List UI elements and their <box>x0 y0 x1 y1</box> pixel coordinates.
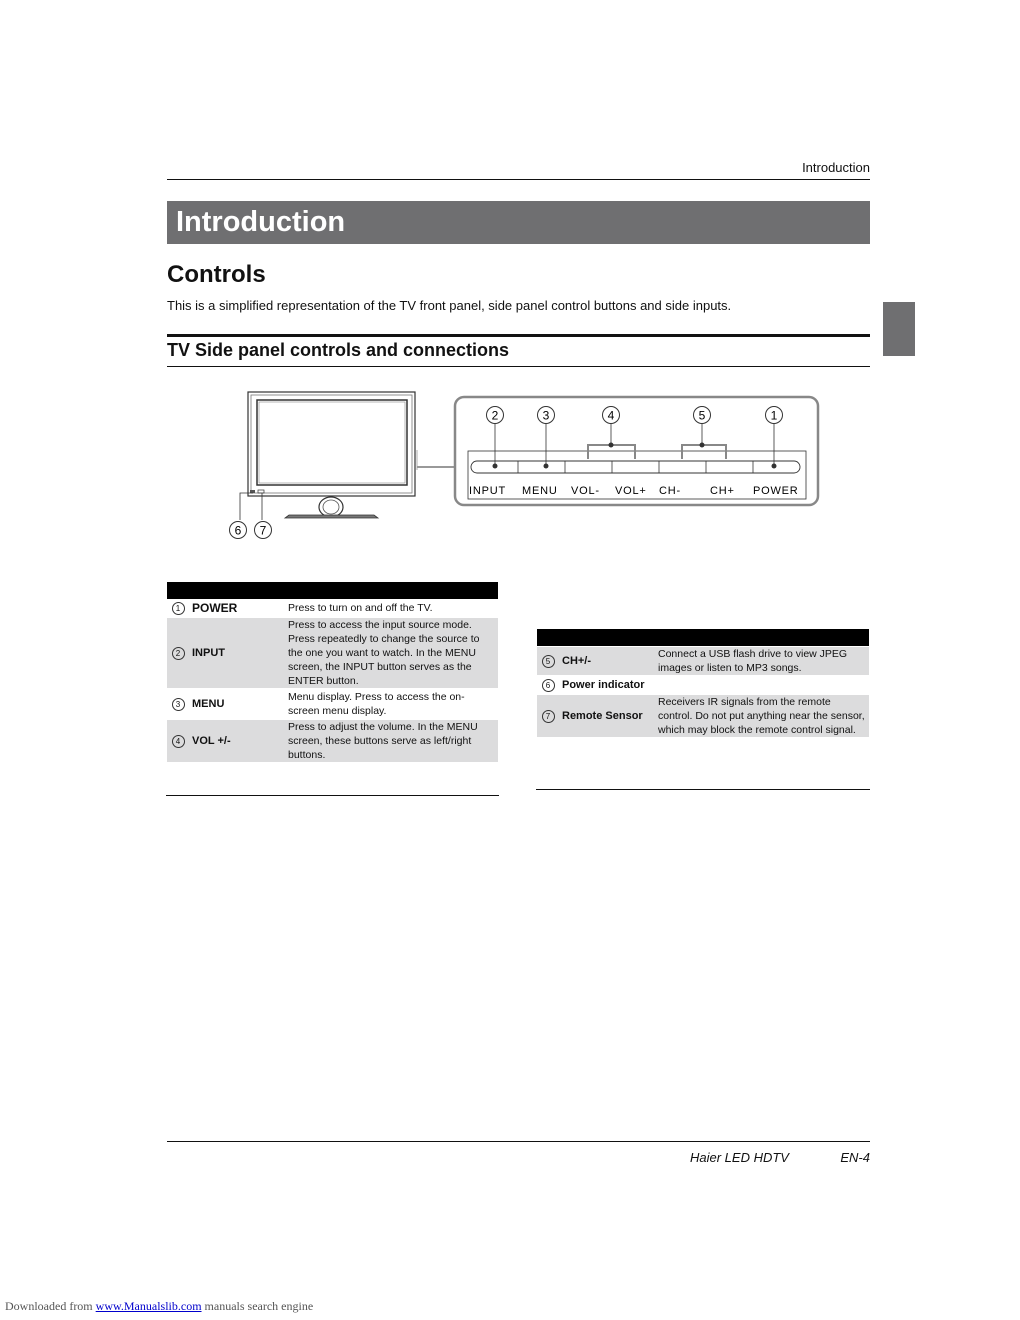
callout-7-label: 7 <box>259 523 267 538</box>
power-indicator-light <box>250 490 255 493</box>
row-number: 3 <box>172 698 185 711</box>
right-table-end-rule <box>536 789 870 790</box>
callout-2-label: 2 <box>491 408 499 423</box>
remote-sensor <box>258 490 264 493</box>
control-name: Remote Sensor <box>559 695 655 737</box>
download-prefix: Downloaded from <box>5 1299 93 1313</box>
control-name: POWER <box>192 601 238 615</box>
row-number: 2 <box>172 647 185 660</box>
manualslib-link[interactable]: www.Manualslib.com <box>95 1299 202 1313</box>
page-number: EN-4 <box>840 1150 870 1165</box>
tv-illustration <box>240 392 455 520</box>
controls-heading: Controls <box>167 261 266 288</box>
callout-4-label: 4 <box>607 408 615 423</box>
control-description: Press to access the input source mode. Press repeatedly to change the source to the one you want to watch. In the MENU screen, the INPUT button serves as the ENTER button. <box>285 618 498 688</box>
tv-side-panel-diagram <box>0 0 1020 560</box>
control-name: Power indicator <box>562 679 645 691</box>
control-name: CH+/- <box>559 647 655 675</box>
button-label-vol-plus: VOL+ <box>615 485 647 497</box>
control-description: Receivers IR signals from the remote control. Do not put anything near the sensor, which may block the remote control signal. <box>655 695 869 737</box>
control-name: VOL +/- <box>189 720 285 762</box>
control-name: INPUT <box>189 618 285 688</box>
callout-6-label: 6 <box>234 523 242 538</box>
row-number: 4 <box>172 735 185 748</box>
button-label-vol-minus: VOL- <box>571 485 600 497</box>
control-description: Press to turn on and off the TV. <box>288 602 433 614</box>
table-row <box>537 647 869 675</box>
control-name: MENU <box>192 698 225 710</box>
control-description: Connect a USB flash drive to view JPEG images or listen to MP3 songs. <box>655 647 869 675</box>
button-label-input: INPUT <box>469 485 506 497</box>
row-number: 7 <box>542 710 555 723</box>
row-number: 5 <box>542 655 555 668</box>
left-controls-table <box>167 598 498 764</box>
control-description: Menu display. Press to access the on-screen menu display. <box>288 691 465 717</box>
row-number: 1 <box>172 602 185 615</box>
footer-brand: Haier LED HDTV <box>690 1150 789 1165</box>
table-row <box>167 600 498 616</box>
button-label-ch-minus: CH- <box>659 485 681 497</box>
left-table-header-bar <box>167 582 498 599</box>
right-controls-table <box>537 645 869 739</box>
table-row <box>167 690 498 718</box>
running-header: Introduction <box>802 160 870 175</box>
table-row <box>167 720 498 762</box>
controls-intro: This is a simplified representation of the TV front panel, side panel control buttons and side inputs. <box>167 298 732 313</box>
table-row <box>537 677 869 693</box>
row-number: 6 <box>542 679 555 692</box>
side-panel-callout-box <box>455 397 818 505</box>
button-label-power: POWER <box>753 485 799 497</box>
table-row <box>537 695 869 737</box>
download-note <box>5 1299 313 1314</box>
button-label-ch-plus: CH+ <box>710 485 735 497</box>
control-description <box>655 677 869 693</box>
button-label-menu: MENU <box>522 485 558 497</box>
right-table-header-bar <box>537 629 869 646</box>
left-table-end-rule <box>166 795 499 796</box>
banner-title: Introduction <box>176 206 346 238</box>
control-description: Press to adjust the volume. In the MENU screen, these buttons serve as left/right buttons. <box>285 720 498 762</box>
callout-3-label: 3 <box>542 408 550 423</box>
download-suffix: manuals search engine <box>204 1299 314 1313</box>
side-panel-heading: TV Side panel controls and connections <box>167 340 510 360</box>
callout-5-label: 5 <box>698 408 706 423</box>
callout-1-label: 1 <box>770 408 778 423</box>
footer-rule <box>167 1141 870 1142</box>
table-row <box>167 618 498 688</box>
